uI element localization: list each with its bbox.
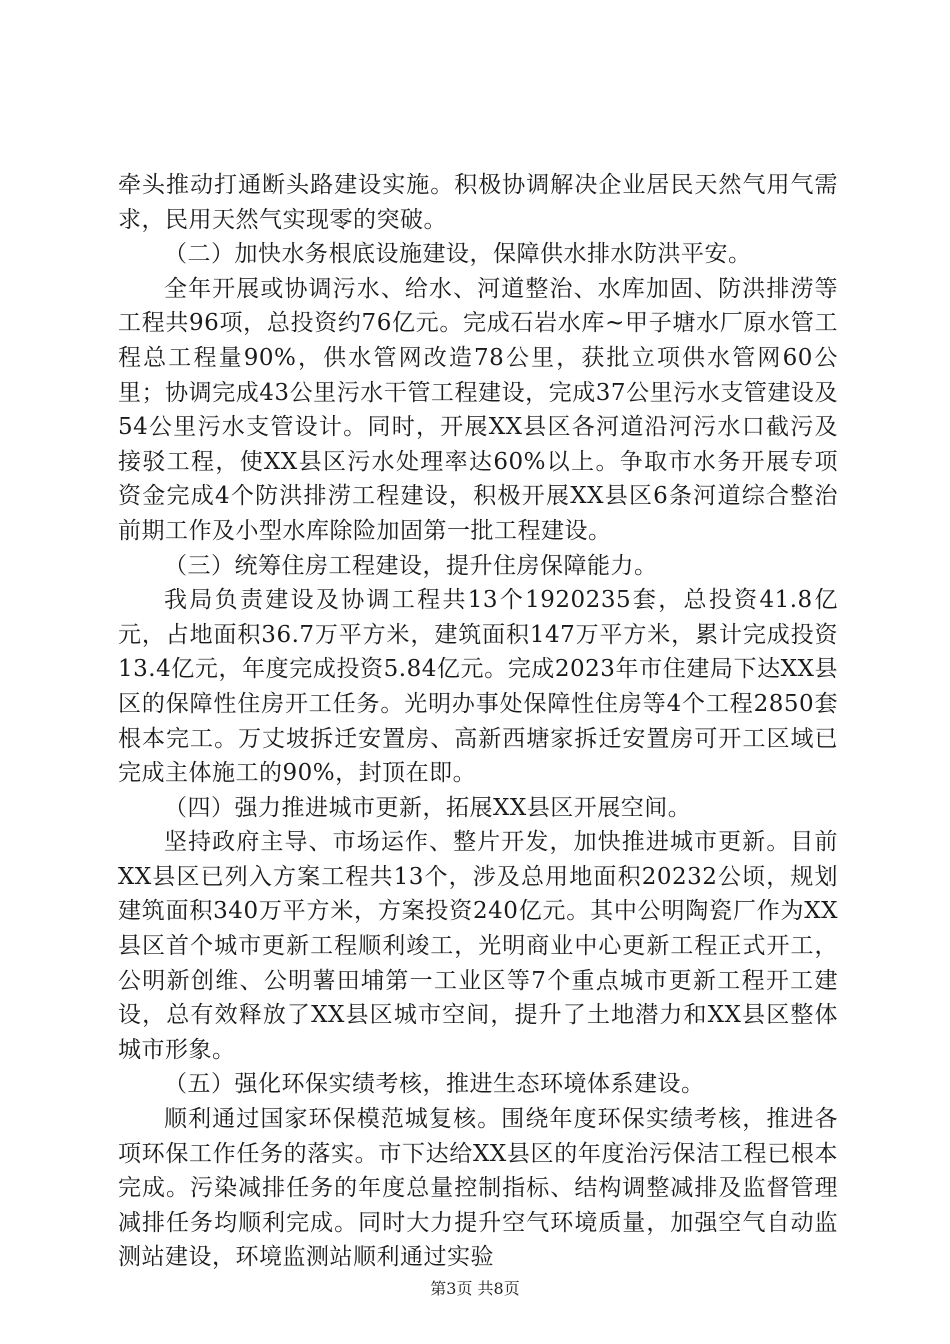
- section-heading-4: （四）强力推进城市更新，拓展XX县区开展空间。: [164, 794, 692, 821]
- section-heading-5: （五）强化环保实绩考核，推进生态环境体系建设。: [164, 1071, 705, 1098]
- paragraph-environment: 顺利通过国家环保模范城复核。围绕年度环保实绩考核，推进各项环保工作任务的落实。市下达给XX县区的年度治污保洁工程已根本完成。污染减排任务的年度总量控制指标、结构调整减排及监督管理减排任务均顺利完成。同时大力提升空气环境质量，加强空气自动监测站建设，环境监测站顺利通过实验: [118, 1106, 838, 1271]
- body-text: [118, 168, 838, 1275]
- paragraph-continuation: 牵头推动打通断头路建设实施。积极协调解决企业居民天然气用气需求，民用天然气实现零的突破。: [118, 172, 838, 233]
- section-heading-3: （三）统筹住房工程建设，提升住房保障能力。: [164, 552, 658, 579]
- paragraph-housing: 我局负责建设及协调工程共13个1920235套，总投资41.8亿元，占地面积36.7万平方米，建筑面积147万平方米，累计完成投资13.4亿元，年度完成投资5.84亿元。完成2023年市住建局下达XX县区的保障性住房开工任务。光明办事处保障性住房等4个工程2850套根本完工。万丈坡拆迁安置房、高新西塘家拆迁安置房可开工区域已完成主体施工的90%，封顶在即。: [118, 587, 838, 787]
- page-number: 第3页 共8页: [430, 1279, 520, 1298]
- paragraph-water: 全年开展或协调污水、给水、河道整治、水库加固、防洪排涝等工程共96项，总投资约76亿元。完成石岩水库~甲子塘水厂原水管工程总工程量90%，供水管网改造78公里，获批立项供水管网60公里；协调完成43公里污水干管工程建设，完成37公里污水支管建设及54公里污水支管设计。同时，开展XX县区各河道沿河污水口截污及接驳工程，使XX县区污水处理率达60%以上。争取市水务开展专项资金完成4个防洪排涝工程建设，积极开展XX县区6条河道综合整治前期工作及小型水库除险加固第一批工程建设。: [118, 275, 838, 544]
- paragraph-urban-renewal: 坚持政府主导、市场运作、整片开发，加快推进城市更新。目前XX县区已列入方案工程共13个，涉及总用地面积20232公顷，规划建筑面积340万平方米，方案投资240亿元。其中公明陶瓷厂作为XX县区首个城市更新工程顺利竣工，光明商业中心更新工程正式开工，公明新创维、公明薯田埔第一工业区等7个重点城市更新工程开工建设，总有效释放了XX县区城市空间，提升了土地潜力和XX县区整体城市形象。: [118, 829, 838, 1063]
- page-footer: [0, 1276, 950, 1299]
- section-heading-2: （二）加快水务根底设施建设，保障供水排水防洪平安。: [164, 241, 752, 268]
